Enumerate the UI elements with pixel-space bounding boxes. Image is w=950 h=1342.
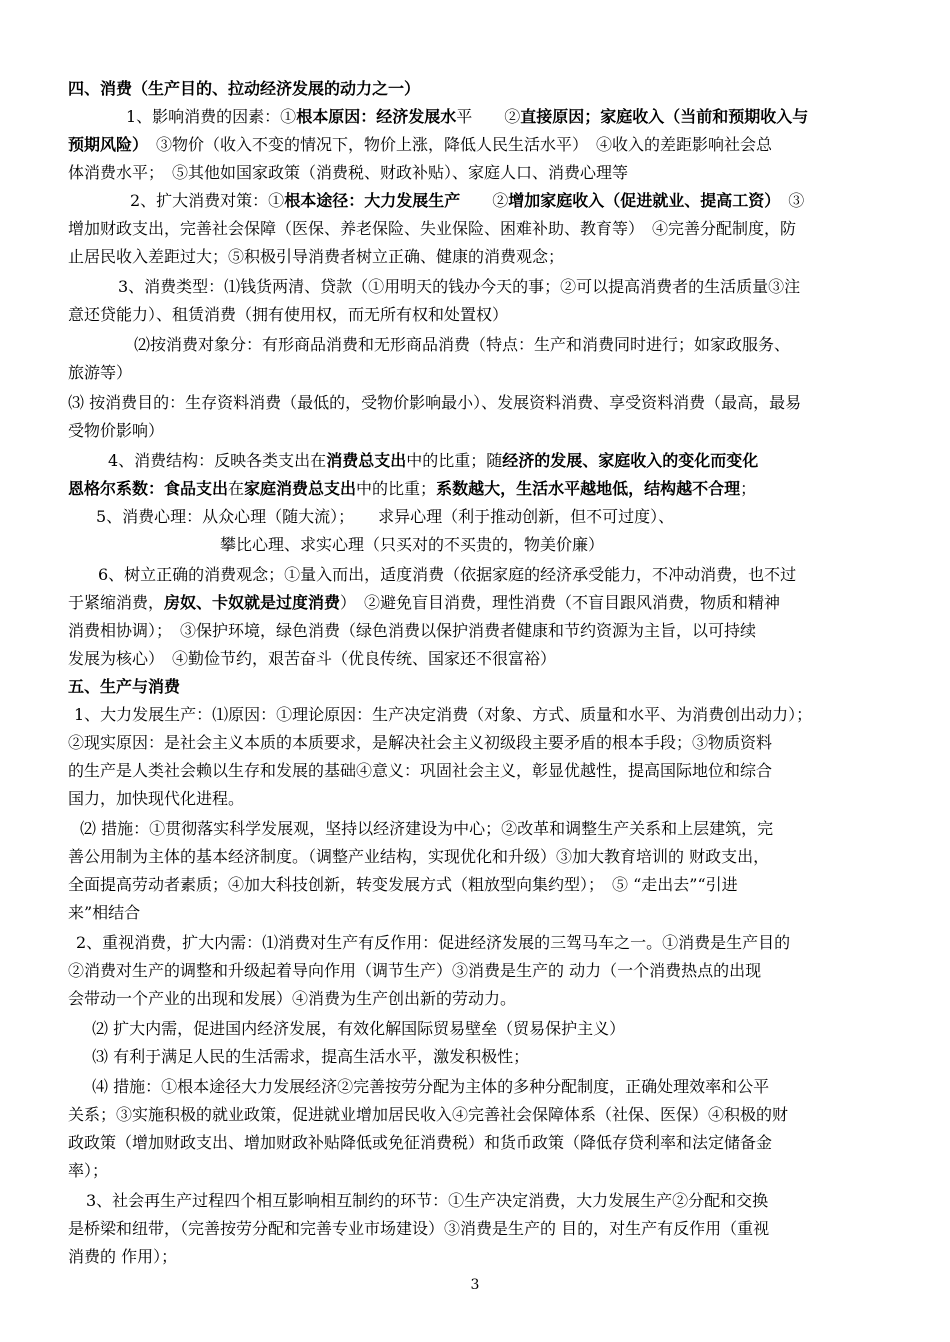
text-line [68,646,890,672]
text-segment: 3、社会再生产过程四个相互影响相互制约的环节：①生产决定消费，大力发展生产②分配和交换 [86,1191,769,1210]
text-line [68,1216,890,1242]
text-line [134,332,890,358]
text-line [68,360,890,386]
text-line [76,930,890,956]
text-segment: 平 ② [456,107,521,126]
text-segment: ） ②避免盲目消费，理性消费（不盲目跟风消费，物质和精神 [340,593,781,612]
text-line [68,758,890,784]
text-line [96,504,890,530]
text-line [68,872,890,898]
text-line [68,590,890,616]
text-segment: 攀比心理、求实心理（只买对的不买贵的，物美价廉） [220,535,605,554]
text-segment: 全面提高劳动者素质；④加大科技创新，转变发展方式（粗放型向集约型）； ⑤ “走出去”“引进 [68,875,738,894]
text-line [68,986,890,1012]
bold-text-segment: 直接原因；家庭收入（当前和预期收入与 [520,107,809,126]
text-line [68,618,890,644]
text-segment: 4、消费结构：反映各类支出在 [108,451,327,470]
text-segment: 是桥梁和纽带，（完善按劳分配和完善专业市场建设）③消费是生产的 目的，对生产有反作用（重视 [68,1219,770,1238]
text-segment: 政政策（增加财政支出、增加财政补贴降低或免征消费税）和货币政策（降低存贷利率和法定储备金 [68,1133,773,1152]
text-segment: ； [740,479,757,498]
text-segment: 四、消费（生产目的、拉动经济发展的动力之一） [68,79,421,98]
text-segment: ⑷ 措施：①根本途径大力发展经济②完善按劳分配为主体的多种分配制度，正确处理效率和公平 [92,1077,770,1096]
text-line [68,958,890,984]
text-segment: 消费的 作用）； [68,1247,178,1266]
text-segment: ⑶ 有利于满足人民的生活需求，提高生活水平，激发积极性； [92,1047,530,1066]
text-segment: 3、消费类型：⑴钱货两清、贷款（①用明天的钱办今天的事；②可以提高消费者的生活质量③注 [118,277,801,296]
text-line [108,448,890,474]
text-segment: 关系；③实施积极的就业政策，促进就业增加居民收入④完善社会保障体系（社保、医保）④积极的财 [68,1105,789,1124]
text-line [68,418,890,444]
bold-text-segment: 根本原因：经济发展水 [296,107,457,126]
text-segment: ③ [772,191,805,210]
text-segment: 善公用制为主体的基本经济制度。（调整产业结构，实现优化和升级）③加大教育培训的 财政支出， [68,847,770,866]
text-segment: 6、树立正确的消费观念；①量入而出，适度消费（依据家庭的经济承受能力，不冲动消费，也不过 [98,565,797,584]
text-segment: ③物价（收入不变的情况下，物价上涨，降低人民生活水平） ④收入的差距影响社会总 [140,135,773,154]
page-number: 3 [470,1277,480,1293]
text-segment: 在 [228,479,245,498]
text-line [68,844,890,870]
text-segment: 1、大力发展生产：⑴原因：①理论原因：生产决定消费（对象、方式、质量和水平、为消费创出动力）； [74,705,813,724]
bold-text-segment: 消费总支出 [326,451,407,470]
text-line [92,1016,890,1042]
text-segment: 来”相结合 [68,903,141,922]
bold-text-segment: 恩格尔系数：食品支出 [68,479,229,498]
text-segment: ⑵ 扩大内需，促进国内经济发展，有效化解国际贸易壁垒（贸易保护主义） [92,1019,626,1038]
bold-text-segment: 系数越大，生活水平越地低，结构越不合理 [436,479,741,498]
text-segment: ② [460,191,509,210]
text-line [130,188,890,214]
text-line [86,1188,890,1214]
section-heading [68,674,890,700]
text-line [68,390,890,416]
text-line [92,1044,890,1070]
text-segment: 5、消费心理：从众心理（随大流）； 求异心理（利于推动创新，但不可过度）、 [96,507,675,526]
text-line [220,532,890,558]
bold-text-segment: 预期风险） [68,135,141,154]
text-line [68,1130,890,1156]
text-segment: 2、重视消费，扩大内需：⑴消费对生产有反作用：促进经济发展的三驾马车之一。①消费是生产目的 [76,933,791,952]
text-segment: 止居民收入差距过大；⑤积极引导消费者树立正确、健康的消费观念； [68,247,565,266]
text-line [68,476,890,502]
text-line [68,786,890,812]
text-segment: ②消费对生产的调整和升级起着导向作用（调节生产）③消费是生产的 动力（一个消费热点的出现 [68,961,762,980]
text-segment: 发展为核心） ④勤俭节约，艰苦奋斗（优良传统、国家还不很富裕） [68,649,557,668]
section-heading [68,76,890,102]
bold-text-segment: 房奴、卡奴就是过度消费 [164,593,341,612]
text-segment: 意还贷能力）、租赁消费（拥有使用权，而无所有权和处置权） [68,305,509,324]
text-line [68,132,890,158]
text-line [68,1102,890,1128]
text-segment: ②现实原因：是社会主义本质的本质要求，是解决社会主义初级段主要矛盾的根本手段；③物质资料 [68,733,773,752]
text-segment: 增加财政支出，完善社会保障（医保、养老保险、失业保险、困难补助、教育等） ④完善分配制度，防 [68,219,797,238]
text-segment: 中的比重；随 [406,451,503,470]
text-line [80,816,890,842]
text-segment: 国力，加快现代化进程。 [68,789,245,808]
text-segment: 中的比重； [356,479,437,498]
text-segment: ⑶ 按消费目的：生存资料消费（最低的，受物价影响最小）、发展资料消费、享受资料消费（最高，最易 [68,393,802,412]
text-line [98,562,890,588]
text-line [68,1158,890,1184]
text-line [74,702,890,728]
text-segment: 率）； [68,1161,109,1180]
text-segment: 的生产是人类社会赖以生存和发展的基础④意义：巩固社会主义，彰显优越性，提高国际地位和综合 [68,761,773,780]
text-line [92,1074,890,1100]
text-line [118,274,890,300]
text-segment: 2、扩大消费对策：① [130,191,285,210]
bold-text-segment: 根本途径：大力发展生产 [284,191,461,210]
text-segment: 旅游等） [68,363,133,382]
text-segment: 受物价影响） [68,421,165,440]
text-segment: 体消费水平； ⑤其他如国家政策（消费税、财政补贴）、家庭人口、消费心理等 [68,163,629,182]
text-segment: ⑵ 措施：①贯彻落实科学发展观，坚持以经济建设为中心；②改革和调整生产关系和上层建筑，完 [80,819,774,838]
bold-text-segment: 家庭消费总支出 [244,479,357,498]
text-segment: 消费相协调）； ③保护环境，绿色消费（绿色消费以保护消费者健康和节约资源为主旨，以可持续 [68,621,757,640]
text-line [68,302,890,328]
text-segment: 五、生产与消费 [68,677,181,696]
text-segment: 会带动一个产业的出现和发展）④消费为生产创出新的劳动力。 [68,989,517,1008]
text-line [68,1244,890,1270]
text-line [68,900,890,926]
text-line [68,244,890,270]
text-segment: 1、影响消费的因素：① [126,107,297,126]
text-line [126,104,890,130]
text-segment: ⑵按消费对象分：有形商品消费和无形商品消费（特点：生产和消费同时进行；如家政服务、 [134,335,791,354]
text-line [68,160,890,186]
bold-text-segment: 增加家庭收入（促进就业、提高工资） [508,191,773,210]
text-line [68,730,890,756]
text-segment: 于紧缩消费， [68,593,165,612]
bold-text-segment: 经济的发展、家庭收入的变化而变化 [502,451,759,470]
text-line [68,216,890,242]
